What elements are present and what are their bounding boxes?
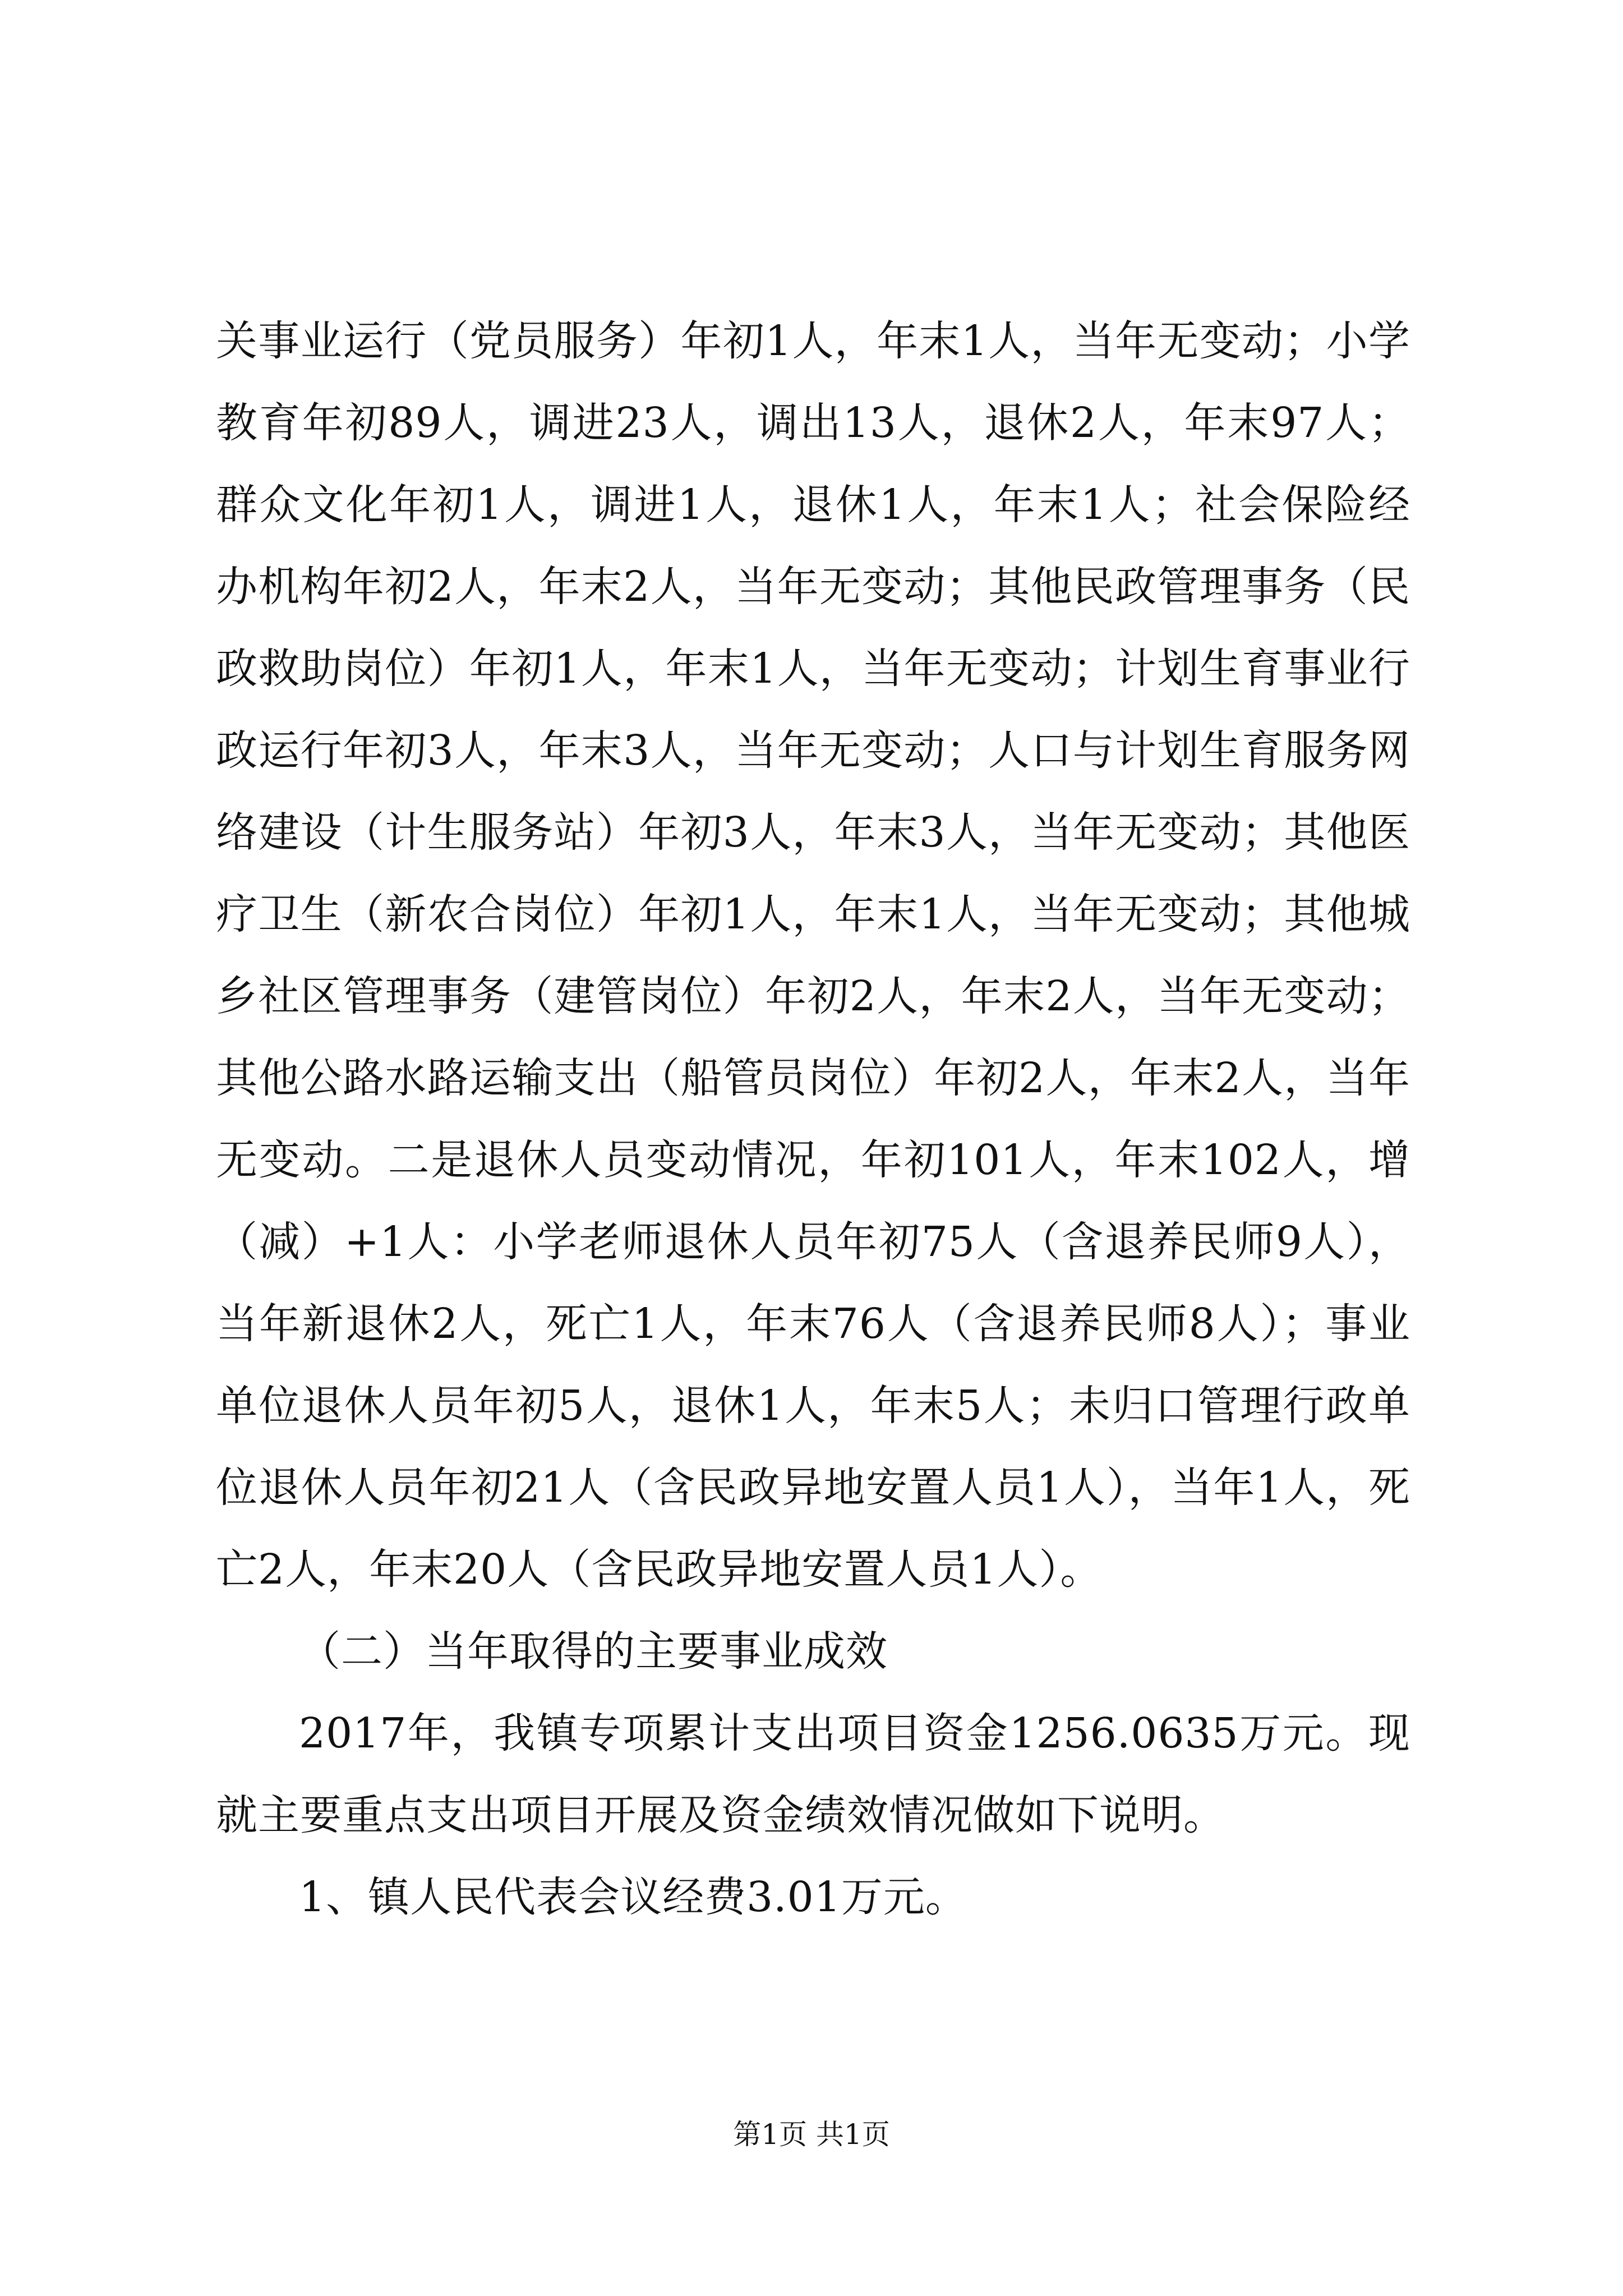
body-paragraph-project-funds: 2017年，我镇专项累计支出项目资金1256.0635万元。现就主要重点支出项目开展及资金绩效情况做如下说明。 — [216, 1709, 1410, 1839]
body-paragraph-staff-changes: 关事业运行（党员服务）年初1人，年末1人，当年无变动；小学教育年初89人，调进23人，调出13人，退休2人，年末97人；群众文化年初1人，调进1人，退休1人，年末1人；社会保险经办机构年初2人，年末2人，当年无变动；其他民政管理事务（民政救助岗位）年初1人，年末1人，当年无变动；计划生育事业行政运行年初3人，年末3人，当年无变动；人口与计划生育服务网络建设（计生服务站）年初3人，年末3人，当年无变动；其他医疗卫生（新农合岗位）年初1人，年末1人，当年无变动；其他城乡社区管理事务（建管岗位）年初2人，年末2人，当年无变动；其他公路水路运输支出（船管员岗位）年初2人，年末2人，当年无变动。二是退休人员变动情况，年初101人，年末102人，增（减）+1人：小学老师退休人员年初75人（含退养民师9人），当年新退休2人，死亡1人，年末76人（含退养民师8人）；事业单位退休人员年初5人，退休1人，年末5人；未归口管理行政单位退休人员年初21人（含民政异地安置人员1人），当年1人，死亡2人，年末20人（含民政异地安置人员1人）。 — [216, 317, 1410, 1594]
page-footer: 第1页 共1页 — [733, 2118, 890, 2151]
section-heading-achievements: （二）当年取得的主要事业成效 — [299, 1627, 888, 1676]
document-body — [216, 300, 1410, 1938]
body-paragraph-item-1: 1、镇人民代表会议经费3.01万元。 — [299, 1873, 967, 1921]
